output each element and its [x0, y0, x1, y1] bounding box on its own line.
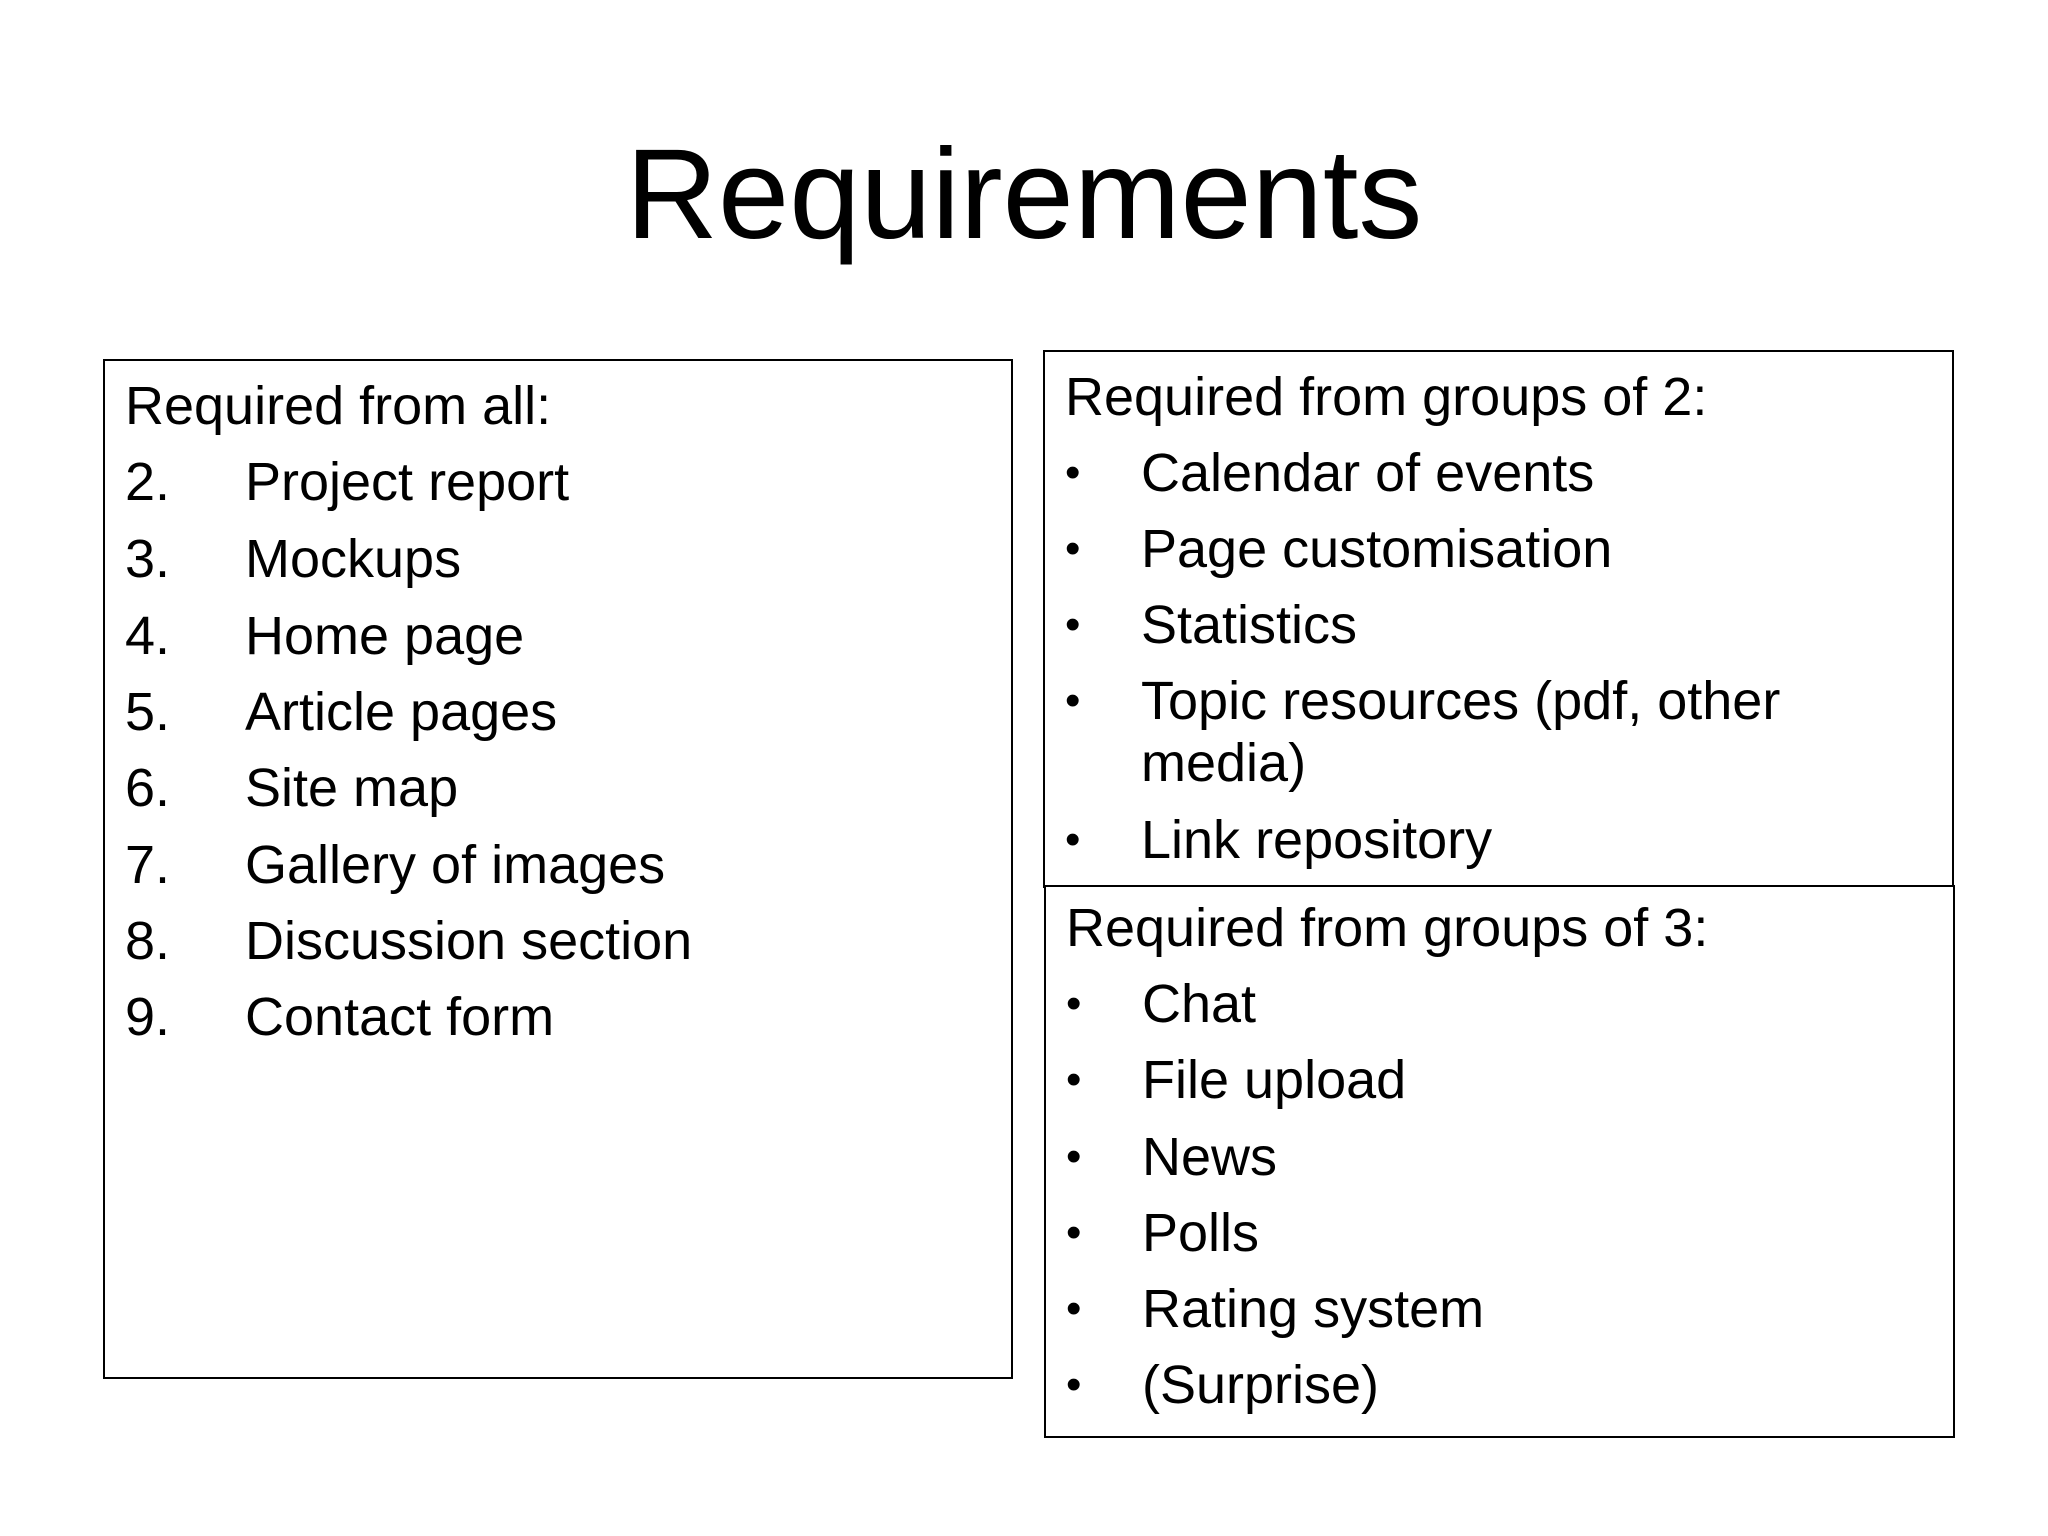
list-item [1066, 1278, 1936, 1340]
list-item [125, 681, 985, 743]
bullet-icon: • [1066, 1360, 1082, 1409]
list-number: 9. [125, 987, 171, 1047]
list-item [125, 910, 985, 972]
list-item-label: Page customisation [1141, 519, 1613, 579]
list-item [1066, 1354, 1936, 1416]
list-item [125, 605, 985, 667]
list-item-label: Home page [245, 606, 525, 666]
required-from-all-heading: Required from all: [125, 376, 552, 436]
list-item-label: Rating system [1142, 1279, 1485, 1339]
list-item-label: Statistics [1141, 595, 1358, 655]
list-item-label: Discussion section [245, 911, 693, 971]
list-number: 2. [125, 452, 171, 512]
list-item-label: Mockups [245, 529, 462, 589]
list-item [1066, 1049, 1936, 1111]
list-number: 4. [125, 606, 171, 666]
list-item-label: File upload [1142, 1050, 1407, 1110]
bullet-icon: • [1066, 1132, 1082, 1181]
list-number: 3. [125, 529, 171, 589]
list-item [125, 757, 985, 819]
bullet-icon: • [1065, 524, 1081, 573]
bullet-icon: • [1065, 448, 1081, 497]
list-item [125, 451, 985, 513]
list-number: 7. [125, 835, 171, 895]
list-item [125, 986, 985, 1048]
list-item-label: Project report [245, 452, 570, 512]
bullet-icon: • [1066, 1284, 1082, 1333]
list-item-label: Site map [245, 758, 459, 818]
list-item [1065, 442, 1935, 504]
bullet-icon: • [1066, 1055, 1082, 1104]
list-item-label: News [1142, 1127, 1278, 1187]
list-item-label: (Surprise) [1142, 1355, 1380, 1415]
required-from-groups-of-2-box [1043, 350, 1954, 888]
list-item-label: Chat [1142, 974, 1257, 1034]
bullet-icon: • [1065, 600, 1081, 649]
slide-title: Requirements [625, 123, 1423, 266]
required-from-groups-of-2-heading: Required from groups of 2: [1065, 367, 1708, 427]
bullet-icon: • [1065, 815, 1081, 864]
list-item-label: Link repository [1141, 810, 1493, 870]
list-item [1065, 594, 1935, 656]
list-item-label: Topic resources (pdf, other media) [1141, 671, 1781, 793]
list-item [1065, 809, 1935, 871]
list-item [1065, 518, 1935, 580]
required-from-groups-of-3-box [1044, 885, 1955, 1438]
list-item-label: Calendar of events [1141, 443, 1595, 503]
list-item [125, 528, 985, 590]
list-item [1066, 1126, 1936, 1188]
required-from-groups-of-3-heading: Required from groups of 3: [1066, 898, 1709, 958]
required-from-all-box [103, 359, 1013, 1379]
list-item [1065, 670, 1935, 794]
list-number: 5. [125, 682, 171, 742]
list-item-label: Article pages [245, 682, 558, 742]
list-item-label: Polls [1142, 1203, 1260, 1263]
list-number: 6. [125, 758, 171, 818]
list-item [1066, 1202, 1936, 1264]
list-item-label: Gallery of images [245, 835, 666, 895]
list-item [1066, 973, 1936, 1035]
bullet-icon: • [1066, 1208, 1082, 1257]
list-number: 8. [125, 911, 171, 971]
bullet-icon: • [1065, 676, 1081, 725]
bullet-icon: • [1066, 979, 1082, 1028]
list-item [125, 834, 985, 896]
list-item-label: Contact form [245, 987, 555, 1047]
